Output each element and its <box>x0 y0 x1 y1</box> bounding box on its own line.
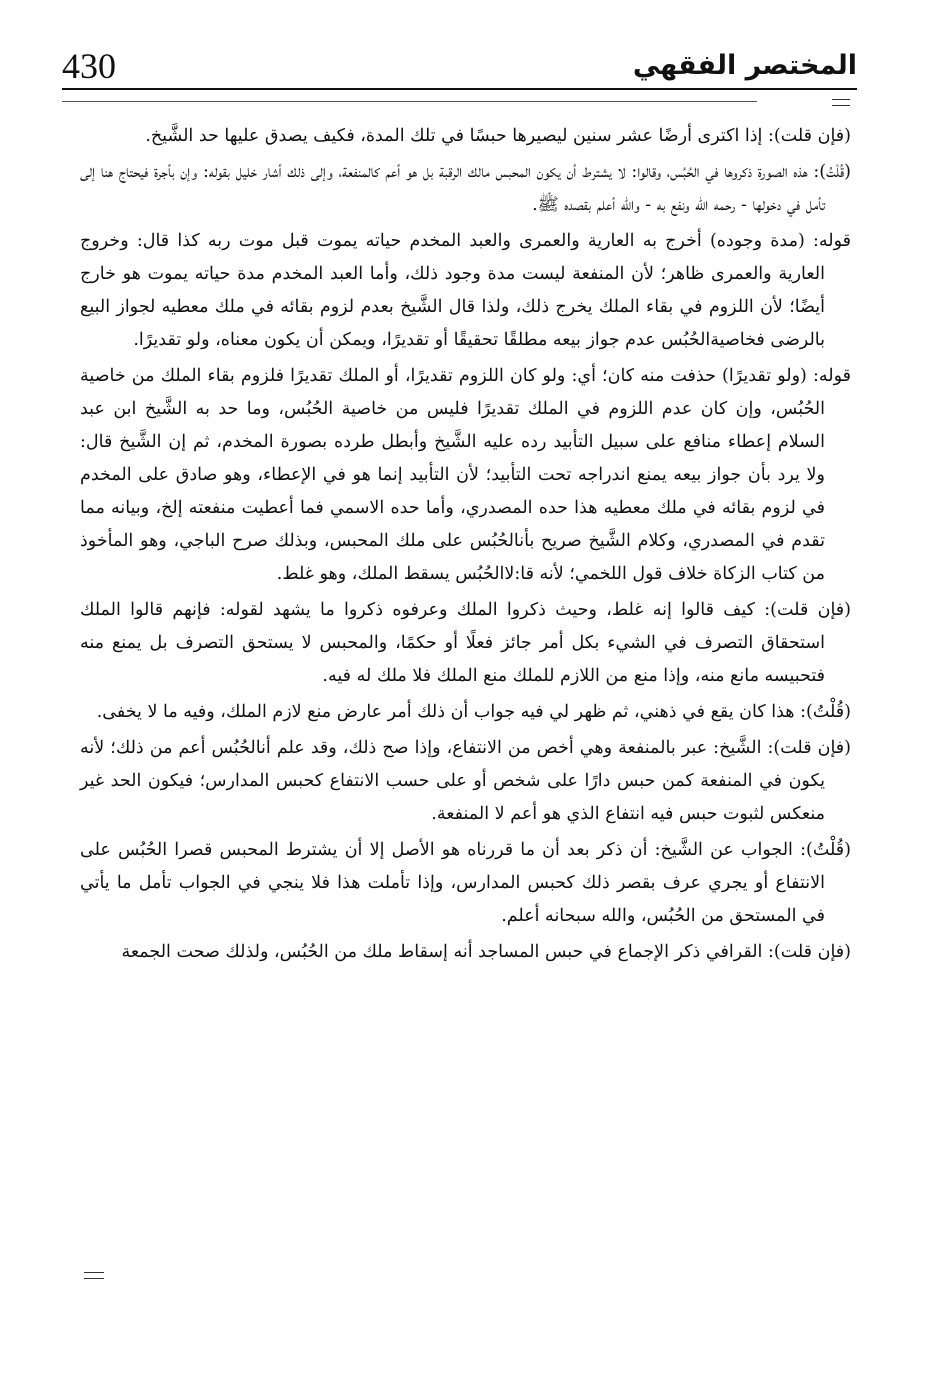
header-rule <box>62 88 857 90</box>
page-number: 430 <box>62 46 116 86</box>
page-header <box>62 30 857 86</box>
header-rule-ornament <box>832 99 850 106</box>
page-body <box>80 120 851 972</box>
paragraph-question-ownership: (فإن قلت): كيف قالوا إنه غلط، وحيث ذكروا الملك وعرفوه ذكروا ما يشهد لقوله: فإنهم قالوا الملك استحقاق التصرف في الشيء بكل أمر جائز فعلًا أو حكمًا، والمحبس لا يستحق التصرف بل يمنع منه فتحبيسه مانع منه، وإذا منع من اللازم للملك منع الملك فلا ملك له فيه. <box>80 600 851 686</box>
running-title: المختصر الفقهي <box>632 50 857 81</box>
header-thin-rule <box>62 101 757 102</box>
paragraph-answer-benefit: (قُلْتُ): الجواب عن الشَّيخ: أن ذكر بعد أن ما قررناه هو الأصل إلا أن يشترط المحبس قصرا الحُبُس على الانتفاع أو يجري عرف بقصر ذلك كحبس المدارس، وإذا تأملت هذا فلا ينجي في الجواب تأمل ما يأتي في المستحق من الحُبُس، والله سبحانه أعلم. <box>80 840 851 926</box>
paragraph-duration: قوله: (مدة وجوده) أخرج به العارية والعمرى والعبد المخدم حياته يموت قبل موت ربه كذا قال: وخروج العارية والعمرى ظاهر؛ لأن المنفعة ليست مدة وجود ذلك، وأما العبد المخدم مدة حياته يموت هو خارج أيضًا؛ لأن اللزوم في بقاء الملك يخرج ذلك، ولذا قال الشَّيخ بعدم لزوم بقائه في ملك معطيه لجواز البيع بالرضى فخاصيةالحُبُس عدم جواز بيعه مطلقًا تحقيقًا أو تقديرًا، ويمكن أن يكون معناه، ولو تقديرًا. <box>80 231 851 350</box>
continuation-mark <box>84 1272 104 1279</box>
paragraph-question-rent: (فإن قلت): إذا اكترى أرضًا عشر سنين ليصيرها حبسًا في تلك المدة، فكيف يصدق عليها حد الشَّيخ. <box>145 126 851 146</box>
paragraph-question-benefit: (فإن قلت): الشَّيخ: عبر بالمنفعة وهي أخص من الانتفاع، وإذا صح ذلك، وقد علم أنالحُبُس أعم من ذلك؛ لأنه يكون في المنفعة كمن حبس دارًا على شخص أو على حسب الانتفاع كحبس المدارس؛ فيكون الحد غير منعكس لثبوت حبس فيه انتفاع الذي هو أعم لا المنفعة. <box>80 738 851 824</box>
paragraph-estimation: قوله: (ولو تقديرًا) حذفت منه كان؛ أي: ولو كان اللزوم تقديرًا، أو الملك تقديرًا فلزوم بقاء الملك من خاصية الحُبُس، وإن كان عدم اللزوم في الملك تقديرًا فليس من خاصية الحُبُس، وما حد به الشَّيخ ابن عبد السلام إعطاء منافع على سبيل التأبيد رده عليه الشَّيخ وأبطل طرده بصورة المخدم، ثم إن الشَّيخ قال: ولا يرد بأن جواز بيعه يمنع اندراجه تحت التأبيد؛ لأن التأبيد إنما هو في الإعطاء، وهو صادق على المخدم في لزوم بقائه في ملك معطيه هذا حده المصدري، وأما حده الاسمي فما أعطيت منفعته إلخ، وبيانه مما تقدم في المصدري، وكلام الشَّيخ صريح بأنالحُبُس على ملك المحبس، وبذلك صرح الباجي، وهو المأخوذ من كتاب الزكاة خلاف قول اللخمي؛ لأنه قا:لاالحُبُس يسقط الملك، وهو غلط. <box>80 366 851 584</box>
paragraph-answer-rent: (قُلْتُ): هذه الصورة ذكروها في الحُبُس، وقالوا: لا يشترط أن يكون المحبس مالك الرقبة بل هو أعم كالمنفعة، وإلى ذلك أشار خليل بقوله: وإن بأجرة فيحتاج هنا إلى تأمل في دخولها - رحمه الله ونفع به - والله أعلم بقصده ﷺ. <box>80 162 851 215</box>
paragraph-question-mosques: (فإن قلت): القرافي ذكر الإجماع في حبس المساجد أنه إسقاط ملك من الحُبُس، ولذلك صحت الجمعة <box>121 942 851 962</box>
paragraph-answer-ownership: (قُلْتُ): هذا كان يقع في ذهني، ثم ظهر لي فيه جواب أن ذلك أمر عارض منع لازم الملك، وفيه ما لا يخفى. <box>96 702 851 722</box>
